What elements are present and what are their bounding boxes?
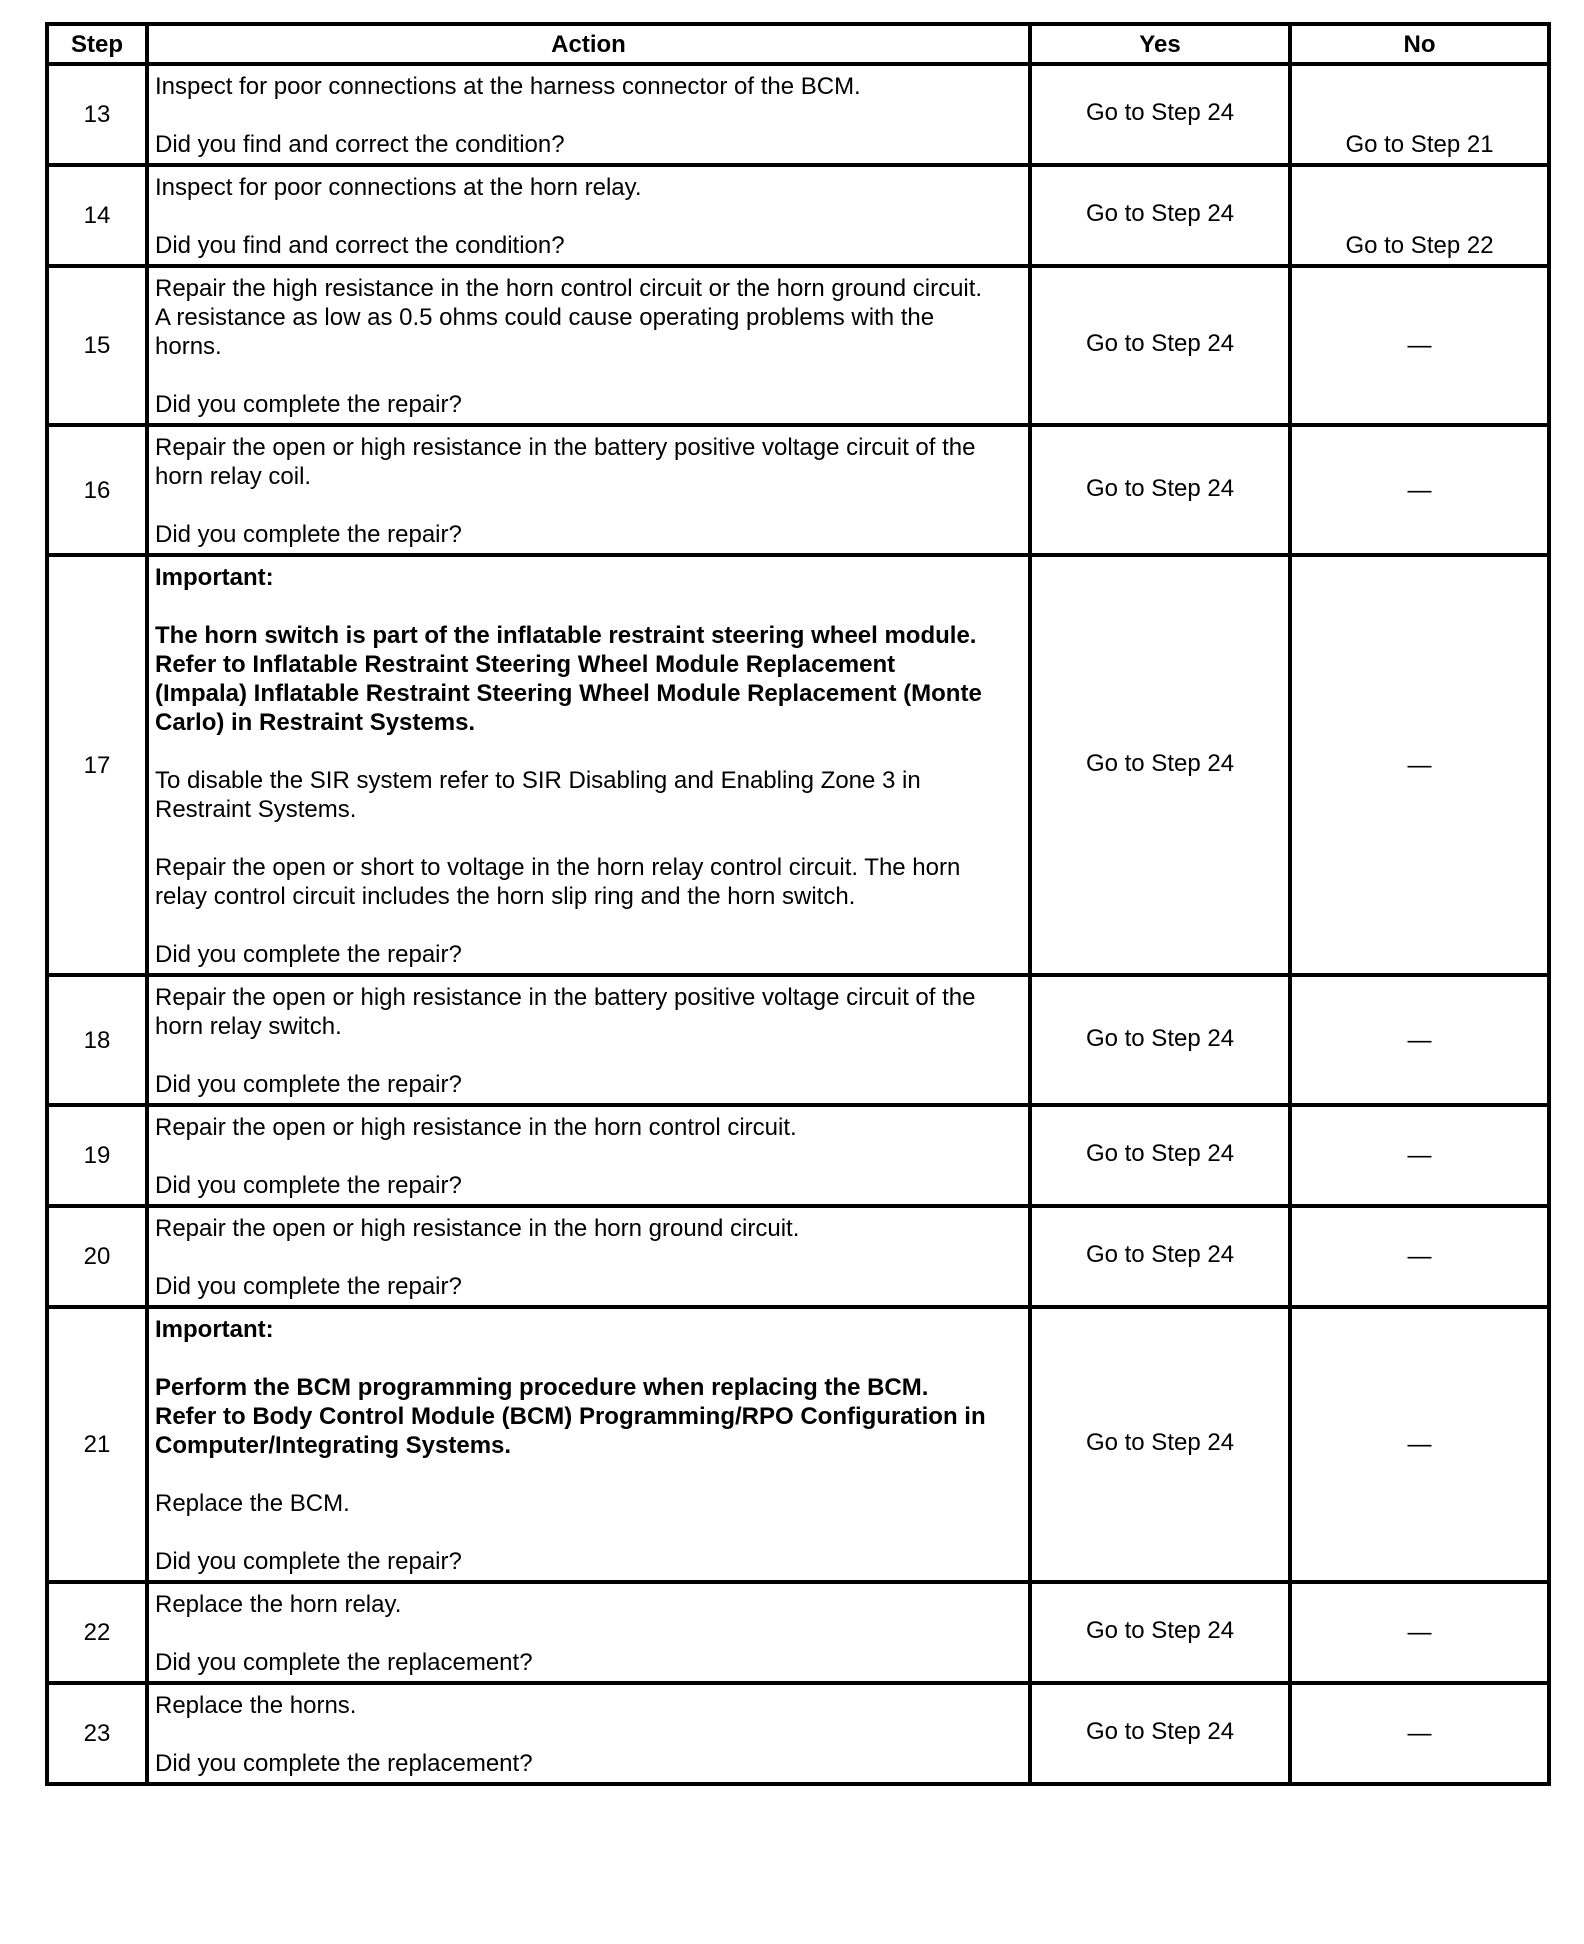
action-text: Replace the horns. [155,1692,357,1719]
step-action [147,1582,1030,1683]
table-row [47,1206,1549,1307]
table-row [47,266,1549,425]
no-result-dash: — [1290,1582,1549,1683]
no-result: Go to Step 22 [1290,165,1549,266]
yes-result: Go to Step 24 [1030,1307,1290,1582]
no-result-dash: — [1290,975,1549,1105]
action-text: Did you find and correct the condition? [155,232,565,259]
yes-result: Go to Step 24 [1030,425,1290,555]
action-text: Replace the BCM. [155,1490,350,1517]
step-action [147,1206,1030,1307]
header-yes: Yes [1030,24,1290,64]
action-text: Repair the open or high resistance in the horn ground circuit. [155,1215,800,1242]
no-result-dash: — [1290,1683,1549,1784]
table-row [47,425,1549,555]
action-important-text: Important: [155,1316,274,1343]
action-text: Did you complete the repair? [155,1172,462,1199]
step-action [147,1105,1030,1206]
table-row [47,1105,1549,1206]
action-important-text: The horn switch is part of the inflatable restraint steering wheel module. Refer to Inflatable Restraint Steering Wheel Module Replacement (Impala) Inflatable Restraint Steering Wheel Module Replacement (Monte Carlo) in Restraint Systems. [155,622,982,736]
table-row [47,165,1549,266]
yes-result: Go to Step 24 [1030,1105,1290,1206]
yes-result: Go to Step 24 [1030,266,1290,425]
step-action [147,266,1030,425]
no-result-dash: — [1290,1206,1549,1307]
action-text: Replace the horn relay. [155,1591,402,1618]
action-text: Did you complete the replacement? [155,1649,533,1676]
action-text: Inspect for poor connections at the horn relay. [155,174,642,201]
paragraph-gap [155,491,1022,520]
header-no: No [1290,24,1549,64]
no-result-dash: — [1290,1307,1549,1582]
diagnostic-steps-table [45,22,1551,1786]
yes-result: Go to Step 24 [1030,1582,1290,1683]
header-action: Action [147,24,1030,64]
yes-result: Go to Step 24 [1030,555,1290,975]
action-text: Repair the open or high resistance in the battery positive voltage circuit of the horn relay switch. [155,984,976,1040]
action-text: Did you find and correct the condition? [155,131,565,158]
action-text: Repair the open or high resistance in the battery positive voltage circuit of the horn relay coil. [155,434,976,490]
header-row [47,24,1549,64]
no-result-dash: — [1290,555,1549,975]
action-text: Inspect for poor connections at the harness connector of the BCM. [155,73,861,100]
action-important-text: Important: [155,564,274,591]
paragraph-gap [155,1720,1022,1749]
step-number: 21 [47,1307,147,1582]
step-number: 16 [47,425,147,555]
table-row [47,64,1549,165]
paragraph-gap [155,737,1022,766]
action-text: Did you complete the repair? [155,941,462,968]
action-text: Repair the open or short to voltage in the horn relay control circuit. The horn relay control circuit includes the horn slip ring and the horn switch. [155,854,961,910]
step-action [147,975,1030,1105]
step-action [147,64,1030,165]
action-text: Repair the high resistance in the horn control circuit or the horn ground circuit. A resistance as low as 0.5 ohms could cause operating problems with the horns. [155,275,983,360]
step-action [147,1683,1030,1784]
paragraph-gap [155,202,1022,231]
yes-result: Go to Step 24 [1030,165,1290,266]
step-number: 15 [47,266,147,425]
step-number: 19 [47,1105,147,1206]
paragraph-gap [155,1041,1022,1070]
yes-result: Go to Step 24 [1030,64,1290,165]
step-number: 18 [47,975,147,1105]
action-text: Did you complete the repair? [155,391,462,418]
paragraph-gap [155,1243,1022,1272]
action-text: To disable the SIR system refer to SIR Disabling and Enabling Zone 3 in Restraint Systems. [155,767,921,823]
table-body [47,64,1549,1784]
paragraph-gap [155,1619,1022,1648]
step-number: 14 [47,165,147,266]
paragraph-gap [155,824,1022,853]
paragraph-gap [155,1142,1022,1171]
paragraph-gap [155,592,1022,621]
step-number: 22 [47,1582,147,1683]
no-result-dash: — [1290,266,1549,425]
paragraph-gap [155,101,1022,130]
table-row [47,1582,1549,1683]
no-result: Go to Step 21 [1290,64,1549,165]
action-text: Did you complete the repair? [155,1548,462,1575]
action-text: Did you complete the repair? [155,521,462,548]
step-action [147,555,1030,975]
paragraph-gap [155,1460,1022,1489]
action-text: Repair the open or high resistance in the horn control circuit. [155,1114,797,1141]
paragraph-gap [155,361,1022,390]
step-number: 23 [47,1683,147,1784]
step-action [147,1307,1030,1582]
table-row [47,1683,1549,1784]
action-text: Did you complete the replacement? [155,1750,533,1777]
paragraph-gap [155,1344,1022,1373]
table-row [47,555,1549,975]
action-text: Did you complete the repair? [155,1273,462,1300]
header-step: Step [47,24,147,64]
step-number: 13 [47,64,147,165]
paragraph-gap [155,911,1022,940]
yes-result: Go to Step 24 [1030,1206,1290,1307]
yes-result: Go to Step 24 [1030,1683,1290,1784]
step-action [147,165,1030,266]
step-number: 17 [47,555,147,975]
table-row [47,975,1549,1105]
action-important-text: Perform the BCM programming procedure when replacing the BCM. Refer to Body Control Module (BCM) Programming/RPO Configuration in Computer/Integrating Systems. [155,1374,986,1459]
table-row [47,1307,1549,1582]
paragraph-gap [155,1518,1022,1547]
step-number: 20 [47,1206,147,1307]
step-action [147,425,1030,555]
no-result-dash: — [1290,1105,1549,1206]
action-text: Did you complete the repair? [155,1071,462,1098]
no-result-dash: — [1290,425,1549,555]
yes-result: Go to Step 24 [1030,975,1290,1105]
